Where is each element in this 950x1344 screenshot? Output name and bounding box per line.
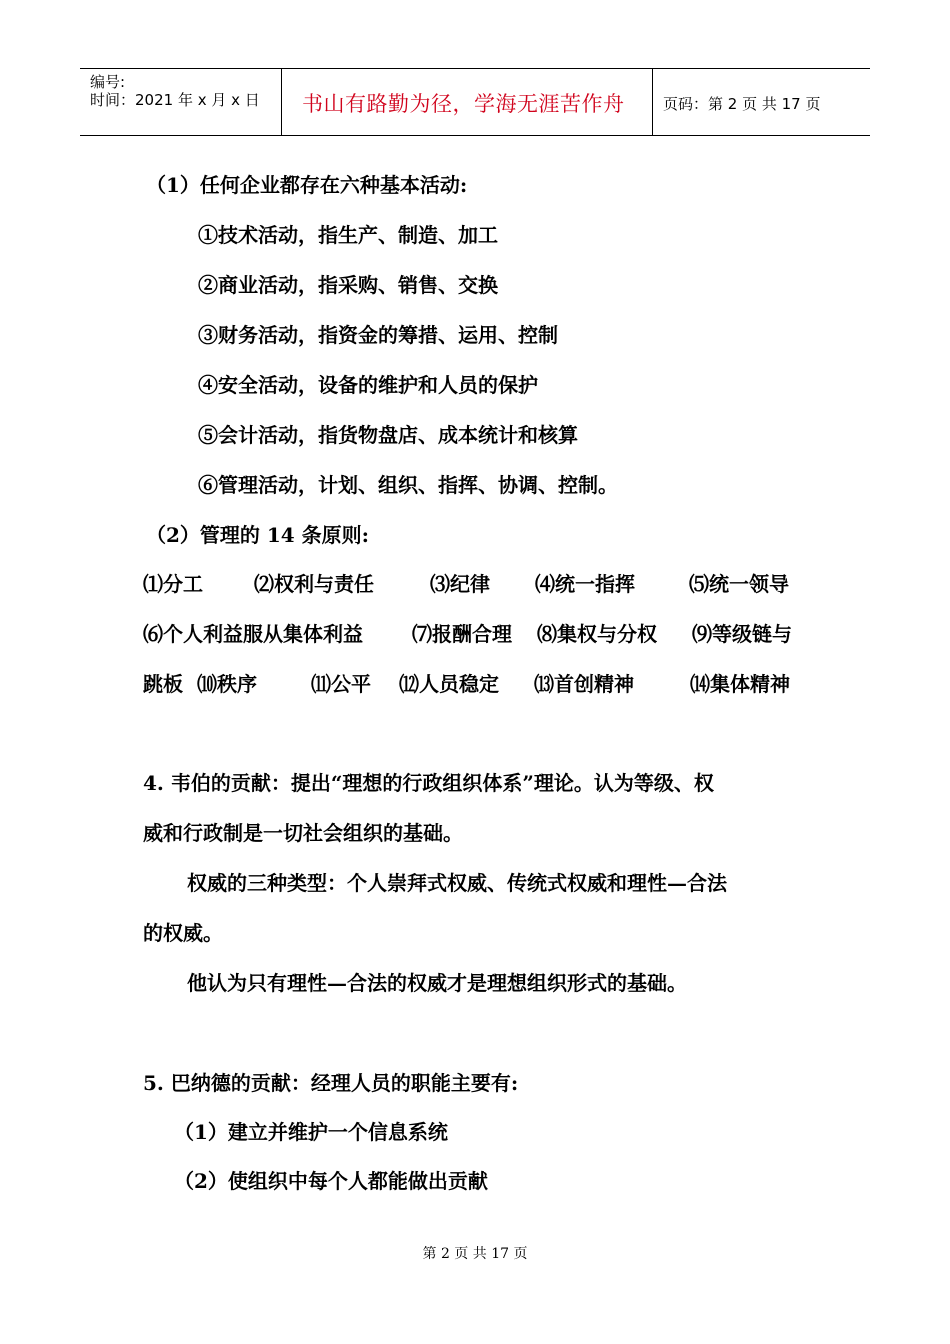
principle-item: ⑷统一指挥 <box>535 572 635 596</box>
barnard-item: （2）使组织中每个人都能做出贡献 <box>174 1169 488 1193</box>
principle-item: ⑽秩序 <box>197 672 257 696</box>
header-info-cell <box>80 69 282 135</box>
activity-item: ①技术活动，指生产、制造、加工 <box>198 223 498 247</box>
weber-paragraph-line: 4. 韦伯的贡献：提出“理想的行政组织体系”理论。认为等级、权 <box>143 771 714 795</box>
principle-item: ⑺报酬合理 <box>412 622 512 646</box>
weber-paragraph-line: 的权威。 <box>143 921 223 945</box>
document-time-label: 时间：2021 年 x 月 x 日 <box>90 91 260 109</box>
activity-item: ②商业活动，指采购、销售、交换 <box>198 273 498 297</box>
principle-item: ⑿人员稳定 <box>399 672 499 696</box>
principle-item: ⑵权利与责任 <box>254 572 374 596</box>
principle-item: ⑴分工 <box>143 572 203 596</box>
header-page-cell <box>653 69 870 135</box>
header-motto-cell <box>282 69 653 135</box>
principle-item: ⒁集体精神 <box>690 672 790 696</box>
principle-item: ⑹个人利益服从集体利益 <box>143 622 363 646</box>
weber-paragraph-line: 权威的三种类型：个人崇拜式权威、传统式权威和理性—合法 <box>187 871 727 895</box>
principle-item: ⑾公平 <box>311 672 371 696</box>
weber-paragraph-line: 他认为只有理性—合法的权威才是理想组织形式的基础。 <box>187 971 687 995</box>
principle-item: ⒀首创精神 <box>534 672 634 696</box>
document-header <box>80 68 870 136</box>
principles-title: （2）管理的 14 条原则: <box>146 523 370 547</box>
header-page-info: 页码：第 2 页 共 17 页 <box>663 95 821 113</box>
activity-item: ③财务活动，指资金的筹措、运用、控制 <box>198 323 558 347</box>
weber-paragraph-line: 威和行政制是一切社会组织的基础。 <box>143 821 463 845</box>
principle-item: ⑼等级链与 <box>692 622 792 646</box>
activities-intro: （1）任何企业都存在六种基本活动: <box>146 173 468 197</box>
activity-item: ⑤会计活动，指货物盘店、成本统计和核算 <box>198 423 578 447</box>
document-number-label: 编号: <box>90 73 126 91</box>
principle-item: ⑶纪律 <box>430 572 490 596</box>
activity-item: ④安全活动，设备的维护和人员的保护 <box>198 373 538 397</box>
page-footer: 第 2 页 共 17 页 <box>422 1246 528 1262</box>
principle-item: ⑻集权与分权 <box>537 622 657 646</box>
principle-item: 跳板 <box>143 672 183 696</box>
barnard-item: （1）建立并维护一个信息系统 <box>174 1120 448 1144</box>
activity-item: ⑥管理活动，计划、组织、指挥、协调、控制。 <box>198 473 618 497</box>
header-motto: 书山有路勤为径，学海无涯苦作舟 <box>302 92 625 116</box>
principle-item: ⑸统一领导 <box>689 572 789 596</box>
barnard-title: 5. 巴纳德的贡献：经理人员的职能主要有: <box>143 1071 519 1095</box>
